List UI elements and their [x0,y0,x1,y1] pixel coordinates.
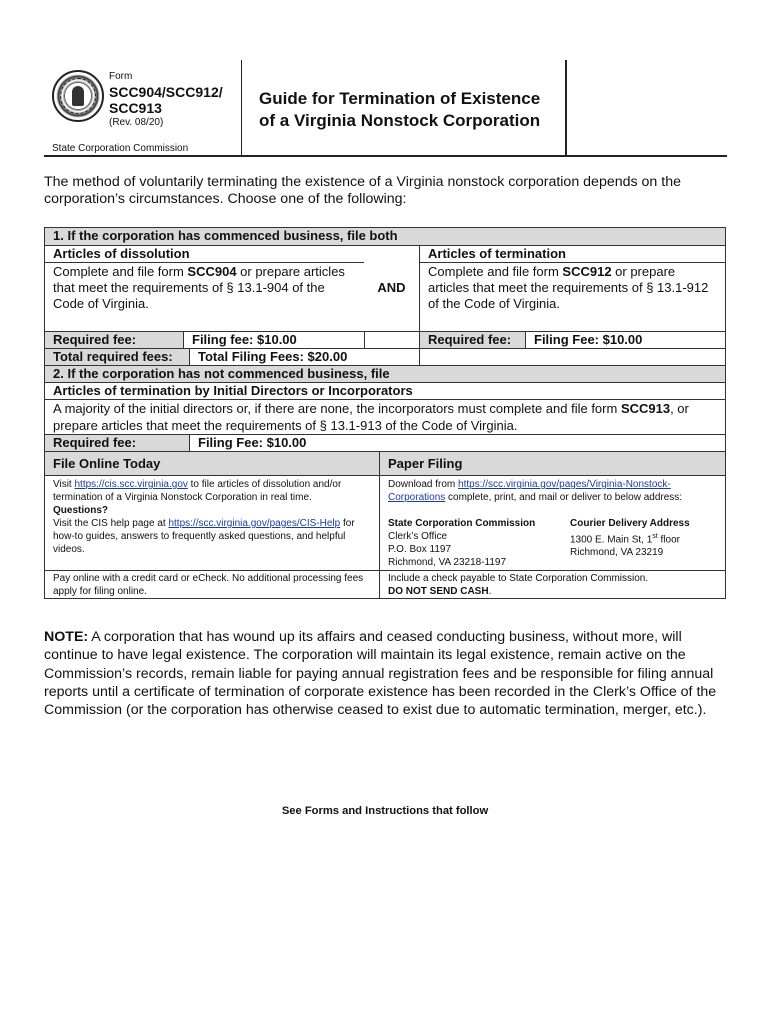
cis-link[interactable]: https://cis.scc.virginia.gov [74,479,188,490]
section2-heading: 2. If the corporation has not commenced business, file [45,365,725,382]
termination-title: Articles of termination [420,246,725,263]
total-fees-value: Total Filing Fees: $20.00 [190,349,420,365]
intro-paragraph: The method of voluntarily terminating the existence of a Virginia nonstock corporation depends on the corporation’s circumstances. Choose one of the following: [44,174,681,207]
section2-fee-label: Required fee: [45,435,190,451]
header-divider [241,60,242,157]
filing-methods-body [45,475,725,570]
termination-text: Complete and file form SCC912 or prepare articles that meet the requirements of § 13.1-912 of the Code of Virginia. [428,264,709,311]
section2-title: Articles of termination by Initial Directors or Incorporators [45,382,725,399]
section2-text: A majority of the initial directors or, if there are none, the incorporators must complete and file form SCC913, or prepare articles that meet the requirements of § 13.1-913 of the Code of Virginia. [45,399,725,434]
revision-date: (Rev. 08/20) [109,117,164,128]
dissolution-text: Complete and file form SCC904 or prepare articles that meet the requirements of § 13.1-904 of the Code of Virginia. [53,264,345,311]
form-id-block [44,60,243,157]
total-fees-row [45,348,725,365]
header-rule [44,155,727,157]
dissolution-fee-value: Filing fee: $10.00 [183,332,364,348]
mailing-address: State Corporation Commission Clerk’s Office P.O. Box 1197 Richmond, VA 23218-1197 [388,518,536,568]
virginia-seal-icon [52,70,104,122]
section2-fee-value: Filing Fee: $10.00 [198,435,307,450]
form-header [44,60,727,157]
termination-fee-value: Filing Fee: $10.00 [525,332,725,348]
online-heading: File Online Today [53,456,161,471]
courier-address: Courier Delivery Address 1300 E. Main St, 1st floor Richmond, VA 23219 [570,518,690,559]
termination-fee-label: Required fee: [419,332,525,348]
cis-help-link[interactable]: https://scc.virginia.gov/pages/CIS-Help [168,518,341,529]
section2-fees [45,434,725,451]
footer-instruction: See Forms and Instructions that follow [281,805,489,817]
online-payment-note: Pay online with a credit card or eCheck. No additional processing fees apply for filing online. [53,573,364,597]
section1-fees [45,331,725,348]
form-label: Form [109,71,133,82]
and-cell: AND [377,280,406,295]
termination-column [419,246,725,331]
paper-instructions: Download from https://scc.virginia.gov/pages/Virginia-Nonstock-Corporations complete, print, and mail or deliver to below address: State Corporation Commission Clerk’s Office P.O. Box 1197 Richmond, VA 23218-1197 Courier Delivery Address 1300 E. Main St, 1st floor Richmond, VA 23219 [379,476,726,570]
online-instructions: Visit https://cis.scc.virginia.gov to file articles of dissolution and/or termination of a Virginia Nonstock Corporation in real time. Questions? Visit the CIS help page at https://scc.virginia.gov/pages/CIS-Help for how-to guides, answers to frequently asked questions, and helpful videos. [45,476,379,570]
form-number: SCC904/SCC912/ SCC913 [109,84,223,116]
nonstock-forms-link[interactable]: https://scc.virginia.gov/pages/Virginia-Nonstock-Corporations [388,479,671,503]
paper-payment-note: Include a check payable to State Corporation Commission. DO NOT SEND CASH. [379,571,726,598]
total-fees-label: Total required fees: [45,349,190,365]
section1-body [45,245,725,331]
paper-heading: Paper Filing [379,452,726,475]
agency-name: State Corporation Commission [52,143,189,154]
document-title: Guide for Termination of Existence of a Virginia Nonstock Corporation [259,89,541,130]
header-divider [565,60,567,157]
legal-note [44,628,724,719]
dissolution-title: Articles of dissolution [45,246,364,263]
payment-row [45,570,725,598]
note-label: NOTE: [44,629,89,645]
questions-label: Questions? [53,505,109,516]
dissolution-column [45,246,364,331]
section1-heading: 1. If the corporation has commenced business, file both [45,228,725,245]
termination-table [44,227,726,599]
note-text: A corporation that has wound up its affairs and ceased conducting business, without more, will continue to have legal existence. The corporation will maintain its legal existence, remain active on the Commission’s records, remain liable for paying annual registration fees and be responsible for filing annual reports until a certificate of termination of corporate existence has been recorded in the Clerk’s Office of the Commission (or the corporation has otherwise ceased to exist due to automatic termination, merger, etc.). [44,629,717,719]
dissolution-fee-label: Required fee: [45,332,183,348]
filing-methods-header [45,451,725,475]
